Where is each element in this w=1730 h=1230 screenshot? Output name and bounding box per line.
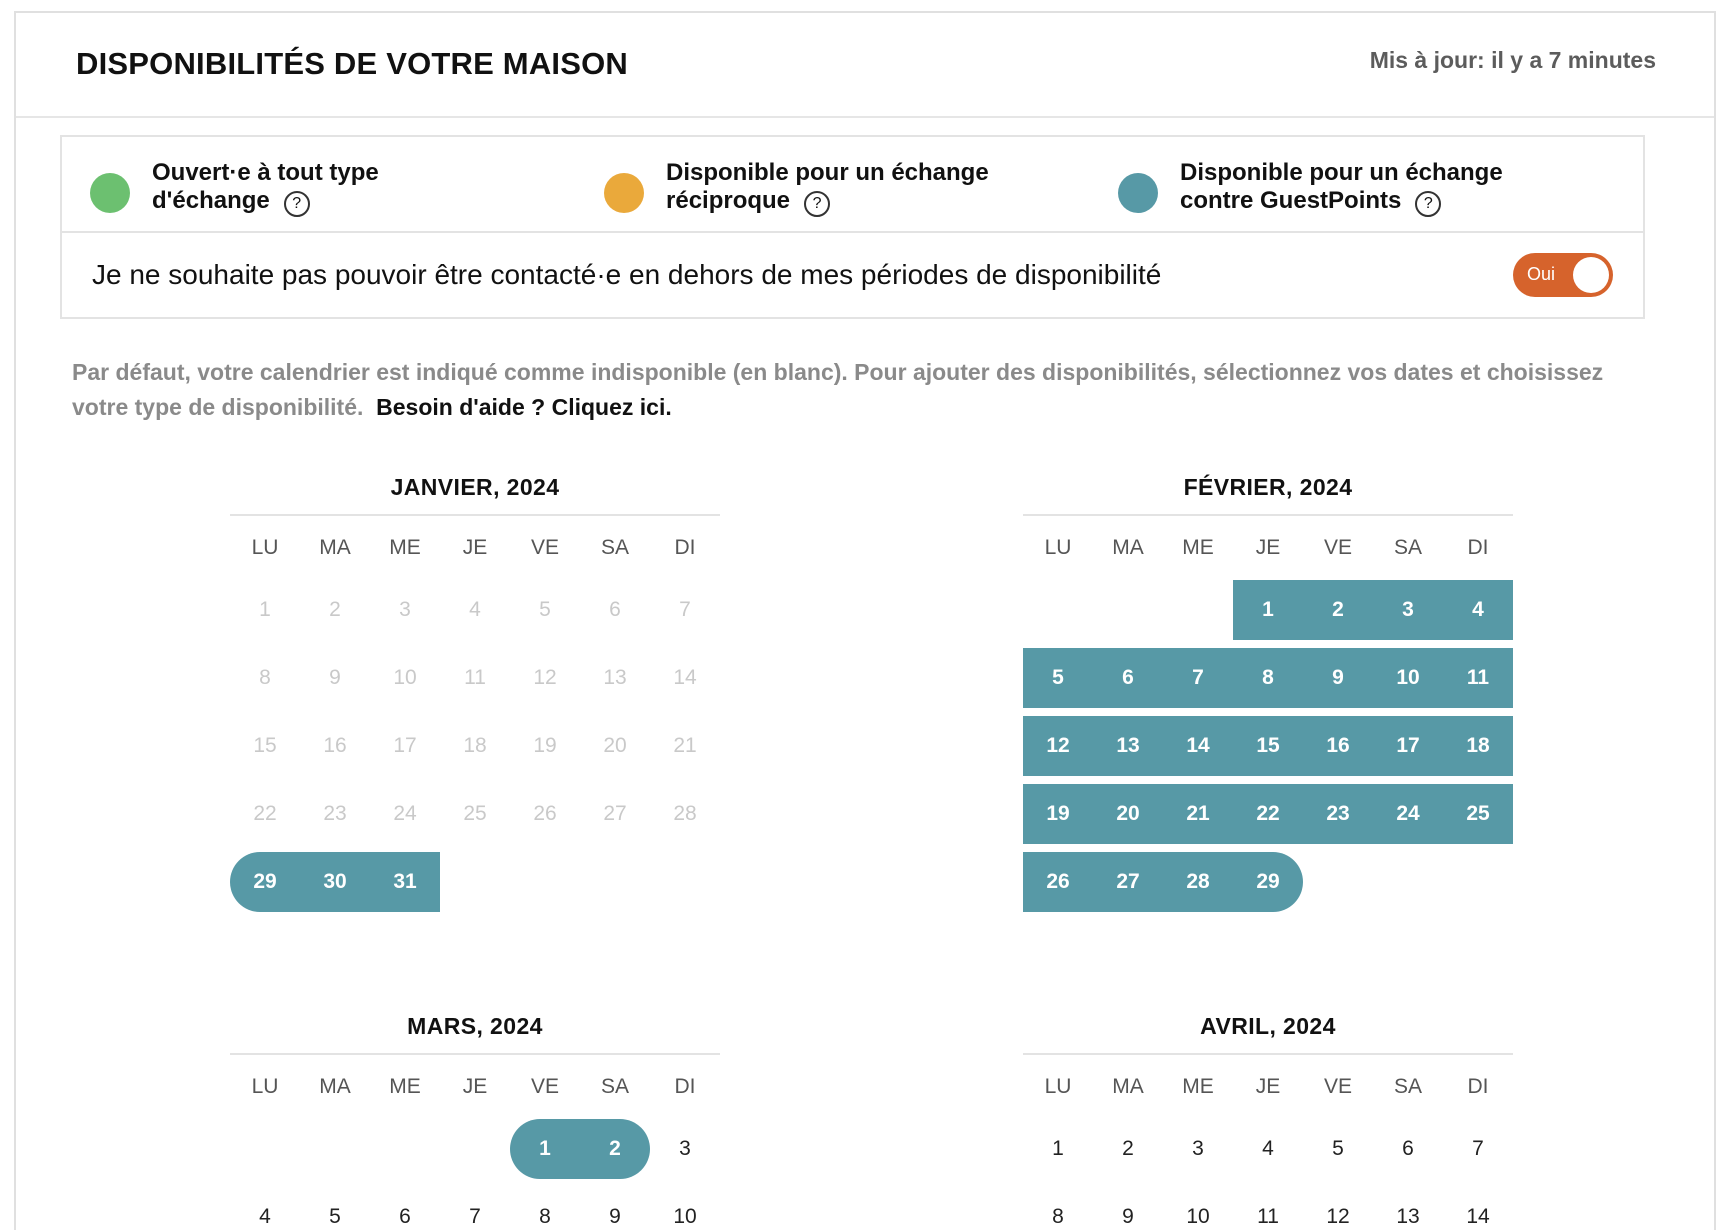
calendar-day[interactable]: 12 bbox=[1326, 1205, 1350, 1228]
weekday-label: LU bbox=[251, 1075, 279, 1098]
empty-day-cell bbox=[230, 1119, 300, 1179]
calendar-day[interactable]: 23 bbox=[1303, 784, 1373, 844]
weekday-label: JE bbox=[462, 536, 488, 559]
legend-dot-orange bbox=[604, 173, 644, 213]
weekday-label: JE bbox=[1255, 1075, 1281, 1098]
legend-label-line1: Disponible pour un échange bbox=[666, 159, 989, 186]
calendar-day[interactable]: 3 bbox=[679, 1137, 691, 1160]
calendar-day: 3 bbox=[399, 598, 411, 621]
weekday-label: ME bbox=[389, 1075, 421, 1098]
calendar-day[interactable]: 7 bbox=[1472, 1137, 1484, 1160]
calendar-day[interactable]: 5 bbox=[1332, 1137, 1344, 1160]
calendar-day[interactable]: 7 bbox=[469, 1205, 481, 1228]
weekday-label: DI bbox=[674, 536, 696, 559]
help-link[interactable]: Besoin d'aide ? Cliquez ici. bbox=[376, 394, 672, 420]
legend-dot-green bbox=[90, 173, 130, 213]
calendar-day: 18 bbox=[463, 734, 487, 757]
calendar-week bbox=[230, 648, 720, 708]
calendar-day: 26 bbox=[533, 802, 557, 825]
calendar-day[interactable]: 6 bbox=[399, 1205, 411, 1228]
calendar-day: 16 bbox=[323, 734, 347, 757]
calendar-day: 6 bbox=[609, 598, 621, 621]
legend bbox=[60, 135, 1645, 233]
calendar-week bbox=[230, 1119, 720, 1179]
legend-dot-blue bbox=[1118, 173, 1158, 213]
calendar-day[interactable]: 5 bbox=[329, 1205, 341, 1228]
calendar-day[interactable]: 4 bbox=[1443, 580, 1513, 640]
calendar-day[interactable]: 21 bbox=[1163, 784, 1233, 844]
empty-day-cell bbox=[650, 852, 720, 912]
weekday-label: DI bbox=[1467, 536, 1489, 559]
calendar-day: 24 bbox=[393, 802, 417, 825]
calendar-day[interactable]: 28 bbox=[1163, 852, 1233, 912]
calendar-day[interactable]: 11 bbox=[1257, 1205, 1279, 1228]
weekday-header bbox=[1023, 1055, 1513, 1119]
help-icon[interactable]: ? bbox=[804, 191, 830, 217]
weekday-label: MA bbox=[1112, 536, 1144, 559]
calendar-day[interactable]: 14 bbox=[1466, 1205, 1490, 1228]
toggle-label: Oui bbox=[1527, 264, 1556, 284]
empty-day-cell bbox=[1443, 852, 1513, 912]
calendar-day[interactable]: 1 bbox=[1233, 580, 1303, 640]
weekday-label: LU bbox=[1044, 1075, 1072, 1098]
calendar-month-february bbox=[1023, 472, 1513, 920]
info-text bbox=[72, 355, 1652, 425]
calendar-week bbox=[1023, 784, 1513, 844]
calendar-day[interactable]: 26 bbox=[1023, 852, 1093, 912]
weekday-label: ME bbox=[389, 536, 421, 559]
calendar-day[interactable]: 4 bbox=[1262, 1137, 1274, 1160]
calendar-day[interactable]: 1 bbox=[510, 1119, 580, 1179]
month-title: AVRIL, 2024 bbox=[1023, 1011, 1513, 1055]
calendar-day: 20 bbox=[603, 734, 627, 757]
calendar-day: 11 bbox=[464, 666, 486, 689]
empty-day-cell bbox=[510, 852, 580, 912]
calendar-day[interactable]: 30 bbox=[300, 852, 370, 912]
empty-day-cell bbox=[370, 1119, 440, 1179]
calendar-day: 17 bbox=[393, 734, 417, 757]
weekday-label: MA bbox=[319, 536, 351, 559]
calendar-day: 23 bbox=[323, 802, 347, 825]
calendar-day[interactable]: 2 bbox=[1122, 1137, 1134, 1160]
calendar-day[interactable]: 8 bbox=[539, 1205, 551, 1228]
weekday-label: JE bbox=[462, 1075, 488, 1098]
calendar-day[interactable]: 13 bbox=[1093, 716, 1163, 776]
calendar-day[interactable]: 27 bbox=[1093, 852, 1163, 912]
calendar-day[interactable]: 3 bbox=[1192, 1137, 1204, 1160]
calendar-day[interactable]: 31 bbox=[370, 852, 440, 912]
calendar-week bbox=[1023, 1119, 1513, 1179]
calendar-day[interactable]: 3 bbox=[1373, 580, 1443, 640]
calendar-day[interactable]: 14 bbox=[1163, 716, 1233, 776]
weekday-label: MA bbox=[1112, 1075, 1144, 1098]
calendar-day: 25 bbox=[463, 802, 487, 825]
weekday-label: DI bbox=[674, 1075, 696, 1098]
calendar-day[interactable]: 1 bbox=[1052, 1137, 1064, 1160]
calendar-day[interactable]: 12 bbox=[1023, 716, 1093, 776]
calendar-week bbox=[230, 852, 720, 912]
calendar-day[interactable]: 2 bbox=[580, 1119, 650, 1179]
calendar-month-april bbox=[1023, 1011, 1513, 1230]
calendar-day[interactable]: 29 bbox=[1233, 852, 1303, 912]
card-header bbox=[16, 13, 1714, 118]
calendar-day[interactable]: 4 bbox=[259, 1205, 271, 1228]
calendar-day[interactable]: 5 bbox=[1023, 648, 1093, 708]
calendar-day[interactable]: 2 bbox=[1303, 580, 1373, 640]
month-title: JANVIER, 2024 bbox=[230, 472, 720, 516]
calendar-week bbox=[230, 716, 720, 776]
calendar-week bbox=[1023, 852, 1513, 912]
contact-preference-row bbox=[60, 233, 1645, 319]
weekday-label: LU bbox=[1044, 536, 1072, 559]
calendar-day[interactable]: 7 bbox=[1163, 648, 1233, 708]
weekday-header bbox=[1023, 516, 1513, 580]
empty-day-cell bbox=[1023, 580, 1093, 640]
weekday-label: DI bbox=[1467, 1075, 1489, 1098]
calendar-day[interactable]: 9 bbox=[609, 1205, 621, 1228]
calendar-day: 22 bbox=[253, 802, 277, 825]
calendar-day: 15 bbox=[253, 734, 277, 757]
legend-label-line2: réciproque bbox=[666, 187, 791, 214]
calendar-week bbox=[1023, 1187, 1513, 1230]
calendar-day: 10 bbox=[393, 666, 417, 689]
calendar-day[interactable]: 24 bbox=[1373, 784, 1443, 844]
calendar-day[interactable]: 10 bbox=[1373, 648, 1443, 708]
calendar-day: 1 bbox=[259, 598, 271, 621]
calendar-day: 14 bbox=[673, 666, 697, 689]
help-icon[interactable]: ? bbox=[284, 191, 310, 217]
weekday-label: VE bbox=[1323, 536, 1352, 559]
calendar-day[interactable]: 15 bbox=[1233, 716, 1303, 776]
calendar-day[interactable]: 11 bbox=[1443, 648, 1513, 708]
weekday-header bbox=[230, 516, 720, 580]
calendar-month-march bbox=[230, 1011, 720, 1230]
weekday-label: SA bbox=[600, 536, 629, 559]
help-icon[interactable]: ? bbox=[1415, 191, 1441, 217]
calendar-day[interactable]: 10 bbox=[673, 1205, 697, 1228]
calendar-week bbox=[230, 580, 720, 640]
calendar-day: 2 bbox=[329, 598, 341, 621]
weekday-label: ME bbox=[1182, 536, 1214, 559]
weekday-label: JE bbox=[1255, 536, 1281, 559]
weekday-label: SA bbox=[1393, 1075, 1422, 1098]
weekday-header bbox=[230, 1055, 720, 1119]
weekday-label: SA bbox=[1393, 536, 1422, 559]
calendar-day[interactable]: 9 bbox=[1122, 1205, 1134, 1228]
empty-day-cell bbox=[1303, 852, 1373, 912]
empty-day-cell bbox=[1373, 852, 1443, 912]
empty-day-cell bbox=[300, 1119, 370, 1179]
legend-item-guestpoints bbox=[1118, 159, 1558, 215]
calendar-week bbox=[230, 1187, 720, 1230]
weekday-label: ME bbox=[1182, 1075, 1214, 1098]
calendar-day[interactable]: 19 bbox=[1023, 784, 1093, 844]
calendar-day[interactable]: 25 bbox=[1443, 784, 1513, 844]
empty-day-cell bbox=[1093, 580, 1163, 640]
calendar-day: 5 bbox=[539, 598, 551, 621]
month-title: FÉVRIER, 2024 bbox=[1023, 472, 1513, 516]
calendar-week bbox=[230, 784, 720, 844]
calendar-day[interactable]: 6 bbox=[1093, 648, 1163, 708]
calendar-day[interactable]: 17 bbox=[1373, 716, 1443, 776]
calendar-week bbox=[1023, 580, 1513, 640]
toggle-knob bbox=[1573, 257, 1609, 293]
calendar-day[interactable]: 22 bbox=[1233, 784, 1303, 844]
calendar-day: 7 bbox=[679, 598, 691, 621]
calendar-day[interactable]: 8 bbox=[1233, 648, 1303, 708]
empty-day-cell bbox=[1163, 580, 1233, 640]
calendar-day[interactable]: 13 bbox=[1396, 1205, 1420, 1228]
legend-label-line1: Disponible pour un échange bbox=[1180, 159, 1503, 186]
page-title: DISPONIBILITÉS DE VOTRE MAISON bbox=[76, 46, 628, 81]
calendar-week bbox=[1023, 716, 1513, 776]
calendar-day[interactable]: 10 bbox=[1186, 1205, 1210, 1228]
month-title: MARS, 2024 bbox=[230, 1011, 720, 1055]
calendar-day: 27 bbox=[603, 802, 627, 825]
weekday-label: VE bbox=[530, 1075, 559, 1098]
weekday-label: MA bbox=[319, 1075, 351, 1098]
legend-label-line2: d'échange bbox=[152, 187, 270, 214]
calendar-day: 4 bbox=[469, 598, 481, 621]
calendar-day[interactable]: 9 bbox=[1303, 648, 1373, 708]
calendar-day[interactable]: 20 bbox=[1093, 784, 1163, 844]
calendar-day[interactable]: 6 bbox=[1402, 1137, 1414, 1160]
calendar-day: 13 bbox=[603, 666, 627, 689]
calendar-week bbox=[1023, 648, 1513, 708]
legend-label-line2: contre GuestPoints bbox=[1180, 187, 1402, 214]
empty-day-cell bbox=[440, 852, 510, 912]
calendar-day[interactable]: 16 bbox=[1303, 716, 1373, 776]
contact-toggle[interactable] bbox=[1513, 253, 1613, 297]
calendar-day: 28 bbox=[673, 802, 697, 825]
legend-item-reciprocal bbox=[604, 159, 1044, 215]
calendar-day[interactable]: 18 bbox=[1443, 716, 1513, 776]
calendar-day: 21 bbox=[673, 734, 697, 757]
contact-preference-label: Je ne souhaite pas pouvoir être contacté·e en dehors de mes périodes de disponibilité bbox=[92, 259, 1162, 290]
info-description: Par défaut, votre calendrier est indiqué comme indisponible (en blanc). Pour ajouter des disponibilités, sélectionnez vos dates et choisissez votre type de disponibilité. bbox=[72, 359, 1604, 420]
calendar-day: 8 bbox=[259, 666, 271, 689]
weekday-label: VE bbox=[1323, 1075, 1352, 1098]
calendar-day[interactable]: 29 bbox=[230, 852, 300, 912]
calendar-day: 9 bbox=[329, 666, 341, 689]
weekday-label: SA bbox=[600, 1075, 629, 1098]
calendar-month-january bbox=[230, 472, 720, 920]
calendar-day: 12 bbox=[533, 666, 557, 689]
legend-label-line1: Ouvert·e à tout type bbox=[152, 159, 379, 186]
last-updated-text: Mis à jour: il y a 7 minutes bbox=[1369, 47, 1656, 73]
empty-day-cell bbox=[440, 1119, 510, 1179]
calendar-day[interactable]: 8 bbox=[1052, 1205, 1064, 1228]
calendar-day: 19 bbox=[533, 734, 557, 757]
empty-day-cell bbox=[580, 852, 650, 912]
weekday-label: LU bbox=[251, 536, 279, 559]
weekday-label: VE bbox=[530, 536, 559, 559]
legend-item-open-all bbox=[90, 159, 510, 215]
